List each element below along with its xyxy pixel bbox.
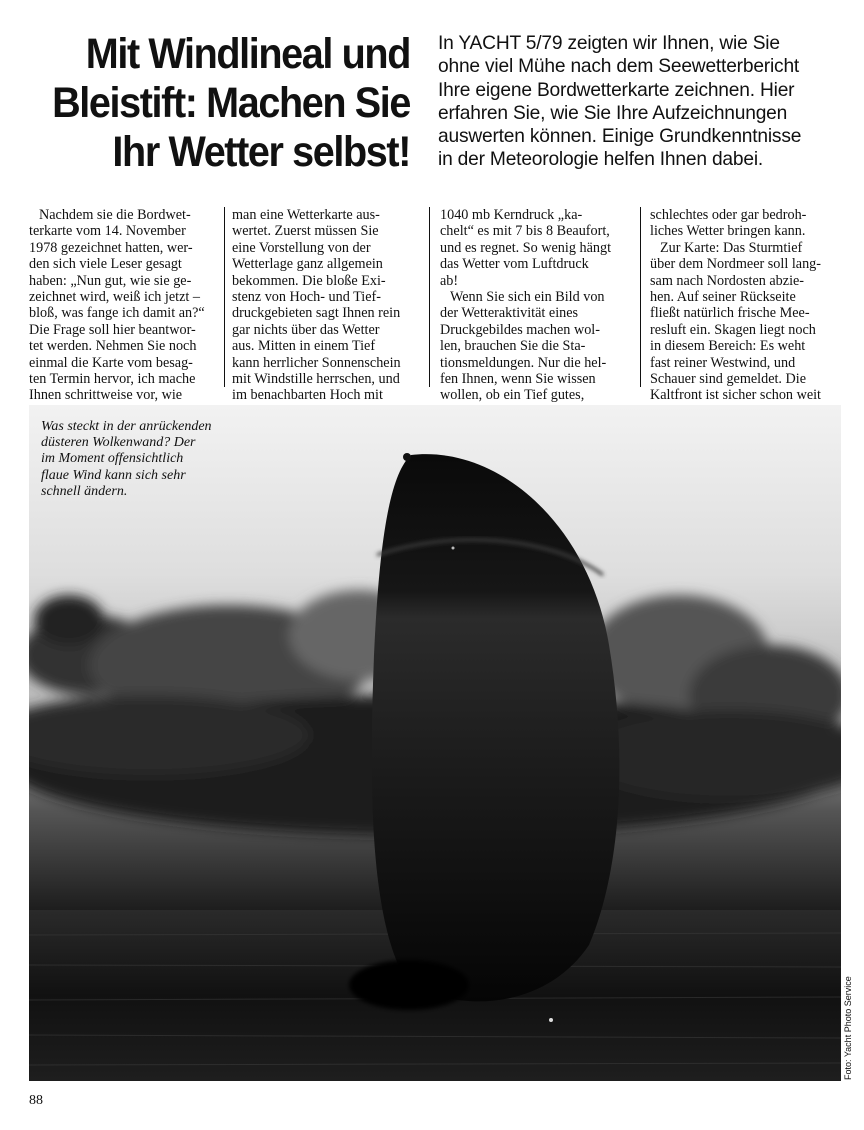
body-line: resluft ein. Skagen liegt noch xyxy=(650,321,816,338)
spinnaker-photo xyxy=(29,405,841,1081)
body-line: haben: „Nun gut, wie sie ge- xyxy=(29,272,192,289)
body-line: Druckgebildes machen wol- xyxy=(440,321,600,338)
body-line: 1978 gezeichnet hatten, wer- xyxy=(29,239,193,256)
caption-line: schnell ändern. xyxy=(41,483,128,499)
body-line: aus. Mitten in einem Tief xyxy=(232,338,376,355)
body-line: fast reiner Westwind, und xyxy=(650,354,796,371)
intro-line: In YACHT 5/79 zeigten wir Ihnen, wie Sie xyxy=(438,33,780,54)
caption-line: Was steckt in der anrückenden xyxy=(41,419,212,434)
body-line: chelt“ es mit 7 bis 8 Beaufort, xyxy=(440,223,610,240)
body-line: schlechtes oder gar bedroh- xyxy=(650,207,807,223)
body-line: Schauer sind gemeldet. Die xyxy=(650,371,807,388)
body-line: bloß, was fange ich damit an?“ xyxy=(29,305,205,322)
body-line: in diesem Bereich: Es weht xyxy=(650,338,806,355)
body-line: ten Termin hervor, ich mache xyxy=(29,371,196,388)
body-line: über dem Nordmeer soll lang- xyxy=(650,256,821,273)
body-line: wollen, ob ein Tief gutes, xyxy=(440,387,585,404)
column-rule xyxy=(640,207,641,387)
headline-line-1: Mit Windlineal und xyxy=(85,30,410,78)
body-line: sam nach Nordosten abzie- xyxy=(650,272,805,289)
body-line: mit Windstille herrschen, und xyxy=(232,371,400,388)
body-line: gar nichts über das Wetter xyxy=(232,321,380,338)
body-line: wertet. Zuerst müssen Sie xyxy=(232,223,379,240)
body-line: eine Vorstellung von der xyxy=(232,239,371,256)
intro-text xyxy=(438,32,856,172)
body-column-1 xyxy=(29,207,219,404)
body-line: der Wetteraktivität eines xyxy=(440,305,579,322)
body-line: den sich viele Leser gesagt xyxy=(29,256,182,273)
body-line: 1040 mb Kerndruck „ka- xyxy=(440,207,583,223)
body-line: druckgebieten sagt Ihnen rein xyxy=(232,305,401,322)
photo-credit: Foto: Yacht Photo Service xyxy=(843,976,853,1080)
headline-line-3: Ihr Wetter selbst! xyxy=(112,128,411,176)
body-line: tet werden. Nehmen Sie noch xyxy=(29,338,197,355)
intro-line: ohne viel Mühe nach dem Seewetterbericht xyxy=(438,56,800,78)
body-line: Zur Karte: Das Sturmtief xyxy=(660,239,803,256)
body-line: zeichnet wird, weiß ich jetzt – xyxy=(29,289,200,306)
body-line: Die Frage soll hier beantwor- xyxy=(29,321,196,338)
body-line: Wetterlage ganz allgemein xyxy=(232,256,383,273)
body-column-3 xyxy=(440,207,611,404)
body-line: bekommen. Die bloße Exi- xyxy=(232,272,386,289)
body-line: Nachdem sie die Bordwet- xyxy=(39,207,191,223)
photo-caption xyxy=(41,419,212,500)
body-line: hen. Auf seiner Rückseite xyxy=(650,289,796,306)
intro-line: in der Meteorologie helfen Ihnen dabei. xyxy=(438,149,764,171)
body-line: liches Wetter bringen kann. xyxy=(650,223,806,240)
body-line: stenz von Hoch- und Tief- xyxy=(232,289,381,306)
body-line: len, brauchen Sie die Sta- xyxy=(440,338,586,355)
body-line: Kaltfront ist sicher schon weit xyxy=(650,387,821,404)
body-line: Wenn Sie sich ein Bild von xyxy=(450,289,605,306)
column-rule xyxy=(224,207,225,387)
body-line: im benachbarten Hoch mit xyxy=(232,387,383,404)
caption-line: düsteren Wolkenwand? Der xyxy=(41,435,196,451)
headline xyxy=(49,30,410,177)
body-line: und es regnet. So wenig hängt xyxy=(440,239,612,256)
body-line: einmal die Karte vom besag- xyxy=(29,354,193,371)
intro-line: Ihre eigene Bordwetterkarte zeichnen. Hier xyxy=(438,79,795,101)
body-column-2 xyxy=(232,207,401,404)
body-line: Ihnen schrittweise vor, wie xyxy=(29,387,183,404)
page-number: 88 xyxy=(29,1093,43,1108)
body-line: kann herrlicher Sonnenschein xyxy=(232,354,401,371)
intro-line: erfahren Sie, wie Sie Ihre Aufzeichnungen xyxy=(438,102,788,124)
body-line: tionsmeldungen. Nur die hel- xyxy=(440,354,607,371)
body-line: fließt natürlich frische Mee- xyxy=(650,305,810,322)
intro-line: auswerten können. Einige Grundkenntnisse xyxy=(438,126,802,148)
caption-line: im Moment offensichtlich xyxy=(41,451,184,467)
headline-line-2: Bleistift: Machen Sie xyxy=(52,79,410,127)
body-column-4 xyxy=(650,207,821,404)
body-line: das Wetter vom Luftdruck xyxy=(440,256,589,273)
body-line: ab! xyxy=(440,272,459,289)
column-rule xyxy=(429,207,430,387)
photo-illustration xyxy=(29,405,841,1081)
body-line: man eine Wetterkarte aus- xyxy=(232,207,380,223)
body-line: terkarte vom 14. November xyxy=(29,223,186,240)
caption-line: flaue Wind kann sich sehr xyxy=(41,467,186,483)
body-line: fen Ihnen, wenn Sie wissen xyxy=(440,371,596,388)
